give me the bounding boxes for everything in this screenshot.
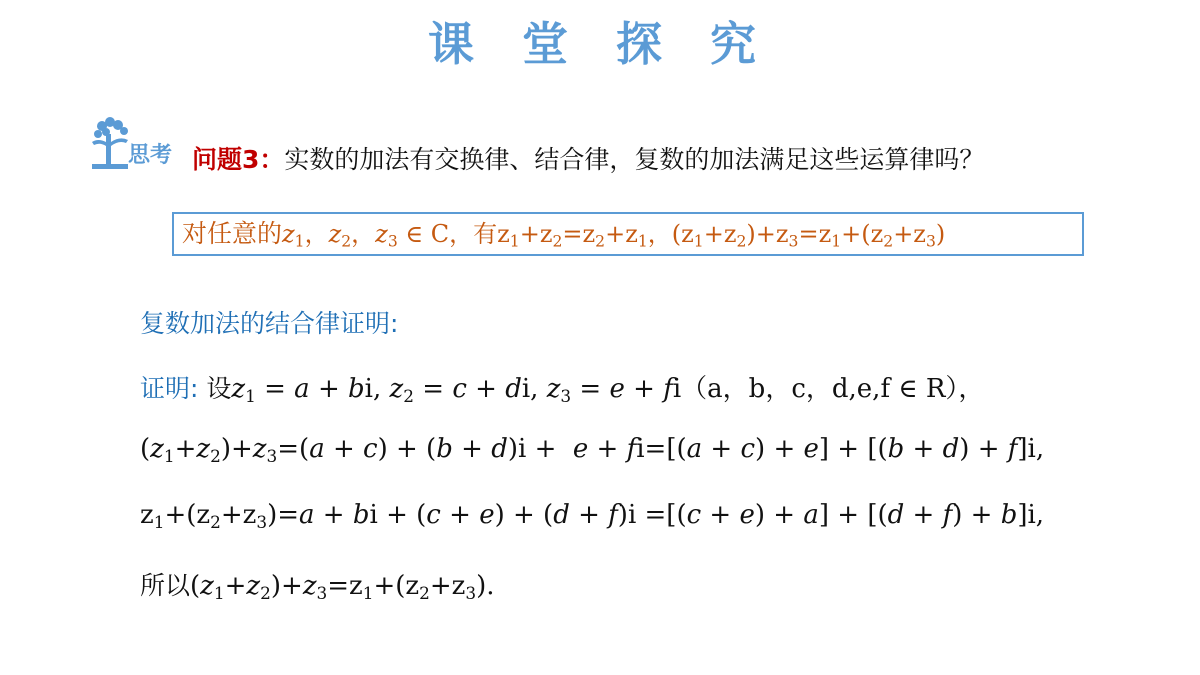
proof-conclusion: 所以$(z_1+z_2)+z_3=z_1+(z_2+z_3)$. (140, 571, 495, 604)
proof-label: 证明: (140, 374, 199, 403)
svg-text:思考: 思考 (128, 143, 173, 168)
proof-line-2: $(z_1+z_2)+z_3=(a + c) + (b + d)i + e + fi=[(a + c) + e] + [(b + d) + f]i$, (140, 434, 1045, 467)
think-icon (88, 116, 188, 180)
section-heading: 复数加法的结合律证明: (140, 309, 399, 338)
page-title: 课 堂 探 究 (427, 17, 773, 71)
commutative-law-box: 对任意的$z_1$，$z_2$，$z_3$ ∈ C，有$z_1+z_2=z_2+z_1$，$(z_1+z_2)+z_3=z_1+(z_2+z_3)$ (172, 212, 1084, 256)
proof-line-1: 证明: 设$z_1 = a$ + bi, $z_2 = c$ + di, $z_3 = e + fi(a$，b，c，d,e,f ∈ R）， (140, 374, 985, 407)
question-text: 实数的加法有交换律、结合律，复数的加法满足这些运算律吗？ (284, 145, 985, 174)
proof-line-3: $z_1+(z_2+z_3)=a$ + bi + (c + e) + (d + f)i =[(c + e) + a] + [(d + f) + b]i, (140, 500, 1045, 533)
question-3 (192, 140, 984, 176)
question-label: 问题3： (192, 145, 285, 174)
